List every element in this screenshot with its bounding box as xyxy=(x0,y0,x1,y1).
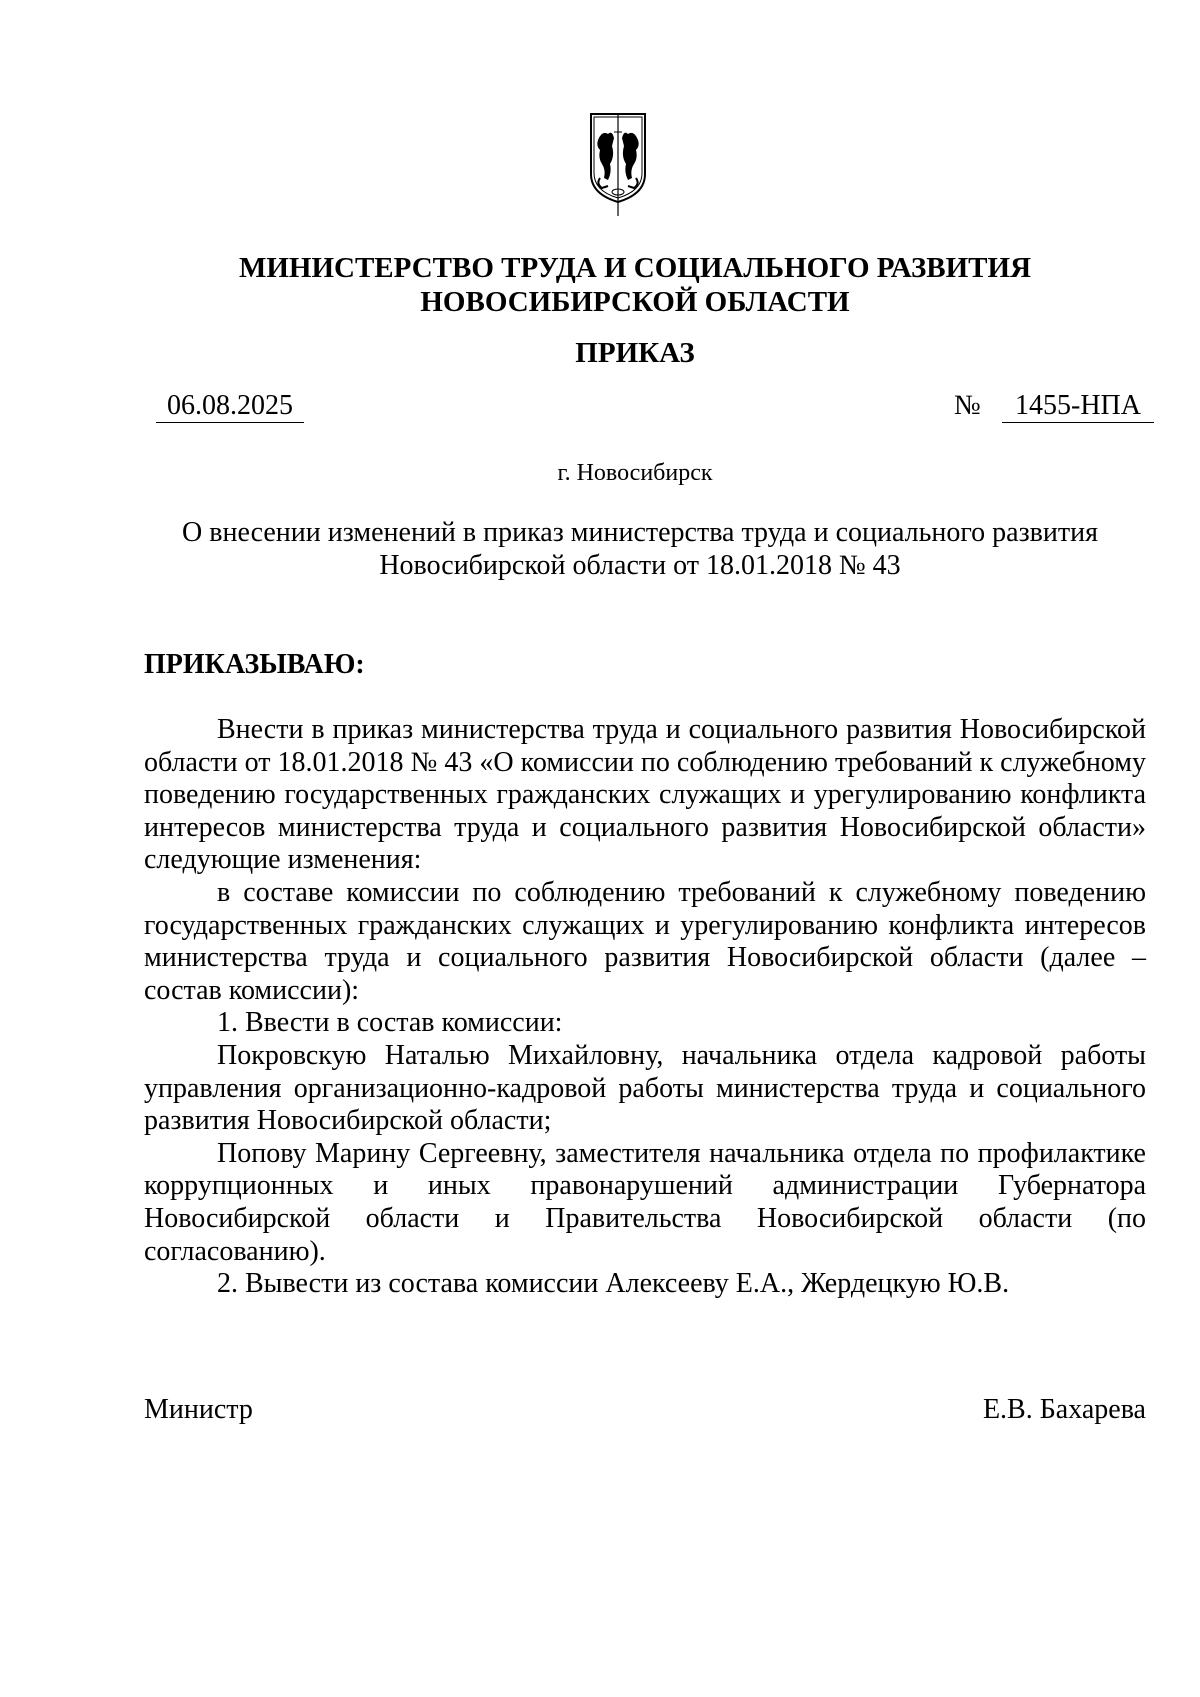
body-paragraph: Покровскую Наталью Михайловну, начальника отдела кадровой работы управления организационно-кадровой работы министерства труда и социального развития Новосибирской области; xyxy=(144,1039,1146,1137)
organization-name-line1: МИНИСТЕРСТВО ТРУДА И СОЦИАЛЬНОГО РАЗВИТИЯ xyxy=(238,252,1032,284)
number-sign: № xyxy=(954,390,981,421)
body-paragraph: Попову Марину Сергеевну, заместителя начальника отдела по профилактике коррупционных и иных правонарушений администрации Губернатора Новосибирской области и Правительства Новосибирской области (по согласованию). xyxy=(144,1137,1146,1267)
novosibirsk-coat-of-arms-icon xyxy=(588,112,648,218)
body-paragraph: 2. Вывести из состава комиссии Алексееву Е.А., Жердецкую Ю.В. xyxy=(217,1268,1010,1300)
organization-name-line2: НОВОСИБИРСКОЙ ОБЛАСТИ xyxy=(420,286,850,318)
order-heading: ПРИКАЗЫВАЮ: xyxy=(144,649,365,680)
subject-line1: О внесении изменений в приказ министерства труда и социального развития xyxy=(182,517,1098,548)
document-body xyxy=(144,714,1146,1301)
body-paragraph: 1. Ввести в состав комиссии: xyxy=(217,1007,563,1039)
signatory-title: Министр xyxy=(144,1394,253,1425)
document-date: 06.08.2025 xyxy=(156,390,304,423)
document-subject xyxy=(140,516,1140,582)
signatory-name: Е.В. Бахарева xyxy=(982,1394,1146,1425)
document-type-title: ПРИКАЗ xyxy=(575,337,695,369)
body-paragraph: Внести в приказ министерства труда и социального развития Новосибирской области от 18.01.2018 № 43 «О комиссии по соблюдению требований к служебному поведению государственных гражданских служащих и урегулированию конфликта интересов министерства труда и социального развития Новосибирской области» следующие изменения: xyxy=(144,714,1146,876)
body-paragraph: в составе комиссии по соблюдению требований к служебному поведению государственных гражданских служащих и урегулированию конфликта интересов министерства труда и социального развития Новосибирской области (далее – состав комиссии): xyxy=(144,876,1146,1006)
document-number: 1455-НПА xyxy=(1002,390,1154,423)
document-city: г. Новосибирск xyxy=(557,460,713,486)
subject-line2: Новосибирской области от 18.01.2018 № 43 xyxy=(379,550,901,581)
